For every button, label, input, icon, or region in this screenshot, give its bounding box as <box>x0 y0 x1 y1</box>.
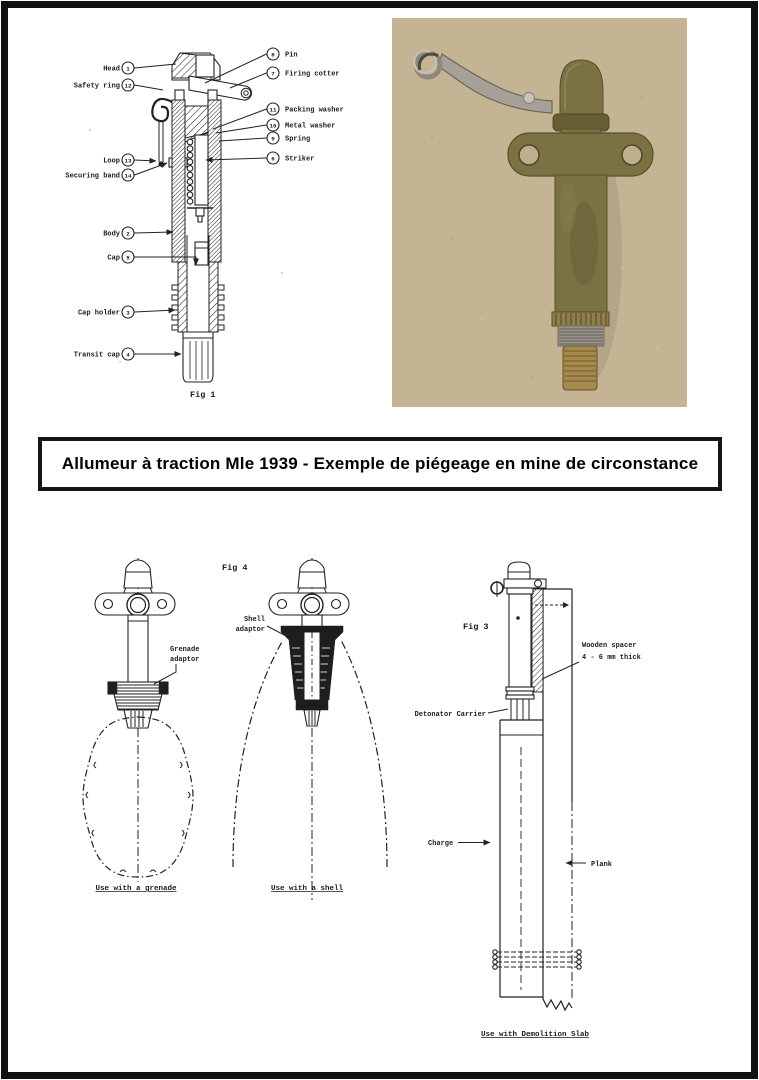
callout-num: 5 <box>126 254 130 262</box>
callout-label: Securing band <box>65 172 120 181</box>
dome-head <box>560 60 603 116</box>
fig4-grenade-diagram <box>83 558 199 893</box>
fig4-shell-diagram <box>233 558 387 900</box>
fig1-device <box>89 53 283 382</box>
callout-num: 9 <box>271 135 275 143</box>
callout-label: Packing washer <box>285 106 344 115</box>
callout-label: Metal washer <box>285 122 336 131</box>
shell-outline-left <box>233 640 283 867</box>
wooden-spacer-label-2: 4 - 6 mm thick <box>582 654 641 662</box>
fig3-diagram <box>415 562 641 1039</box>
igniter-top <box>95 560 175 683</box>
charge-label: Charge <box>428 840 454 848</box>
callout-label: Cap holder <box>77 309 120 318</box>
spring <box>187 139 193 204</box>
title-box <box>38 437 722 491</box>
callout-label: Head <box>103 65 120 74</box>
torn-edge <box>543 999 572 1010</box>
wooden-spacer-label-1: Wooden spacer <box>582 642 637 650</box>
body-tube <box>128 615 148 683</box>
grenade-adaptor-label-2: adaptor <box>170 656 200 664</box>
grenade-adaptor-label-1: Grenade <box>170 646 200 654</box>
callout-label: Spring <box>285 135 311 144</box>
callout-label: Body <box>103 230 120 239</box>
callout-num: 1 <box>126 65 130 73</box>
shell-adaptor-label-2: adaptor <box>235 626 265 634</box>
rivet <box>524 93 535 104</box>
straps <box>493 950 581 969</box>
callout-label: Firing cotter <box>285 70 340 79</box>
fig1-callouts-right <box>205 48 344 164</box>
fig4-fig3-diagrams <box>30 552 730 1062</box>
collar <box>553 114 609 131</box>
fig4-label: Fig 4 <box>222 563 248 573</box>
cap <box>195 242 208 265</box>
fig1-diagram <box>30 30 360 420</box>
callout-num: 6 <box>271 155 275 163</box>
callout-num: 2 <box>126 230 130 238</box>
detonator-carrier-label: Detonator Carrier <box>414 711 486 719</box>
callout-num: 14 <box>124 172 132 180</box>
callout-label: Striker <box>285 155 315 164</box>
callout-label: Pin <box>285 51 298 60</box>
callout-label: Safety ring <box>73 82 120 91</box>
transit-cap <box>183 332 213 382</box>
charge <box>500 720 543 997</box>
callout-num: 13 <box>124 157 132 165</box>
callout-num: 12 <box>124 82 132 90</box>
callout-num: 3 <box>126 309 130 317</box>
callout-label: Loop <box>103 157 120 166</box>
body <box>172 100 185 262</box>
callout-num: 11 <box>269 106 277 114</box>
striker <box>195 135 208 205</box>
shell-adaptor <box>281 626 343 726</box>
callout-num: 10 <box>269 122 277 130</box>
plate-hole-left <box>519 145 539 165</box>
igniter-body <box>509 594 531 687</box>
shell-caption: Use with a shell <box>270 885 344 893</box>
callout-num: 4 <box>126 351 130 359</box>
callout-label: Transit cap <box>73 351 120 360</box>
cap-holder <box>172 262 224 332</box>
device-photo <box>392 18 687 407</box>
fig1-caption: Fig 1 <box>190 390 216 400</box>
detonator-carrier <box>511 699 529 720</box>
callout-num: 8 <box>271 51 275 59</box>
callout-label: Cap <box>107 254 120 263</box>
shell-adaptor-label-1: Shell <box>243 616 265 624</box>
grenade-caption: Use with a grenade <box>95 885 177 893</box>
brass-tube <box>563 346 597 390</box>
igniter-top <box>269 560 349 627</box>
page-title: Allumeur à traction Mle 1939 - Exemple de piégeage en mine de circonstance <box>61 454 699 473</box>
fig3-caption: Use with Demolition Slab <box>480 1031 590 1039</box>
plank-label: Plank <box>591 861 613 869</box>
safety-ring <box>152 99 172 167</box>
shell-outline-right <box>341 640 387 867</box>
fig3-label: Fig 3 <box>463 622 489 632</box>
callout-num: 7 <box>271 70 275 78</box>
plate-hole-right <box>622 145 642 165</box>
